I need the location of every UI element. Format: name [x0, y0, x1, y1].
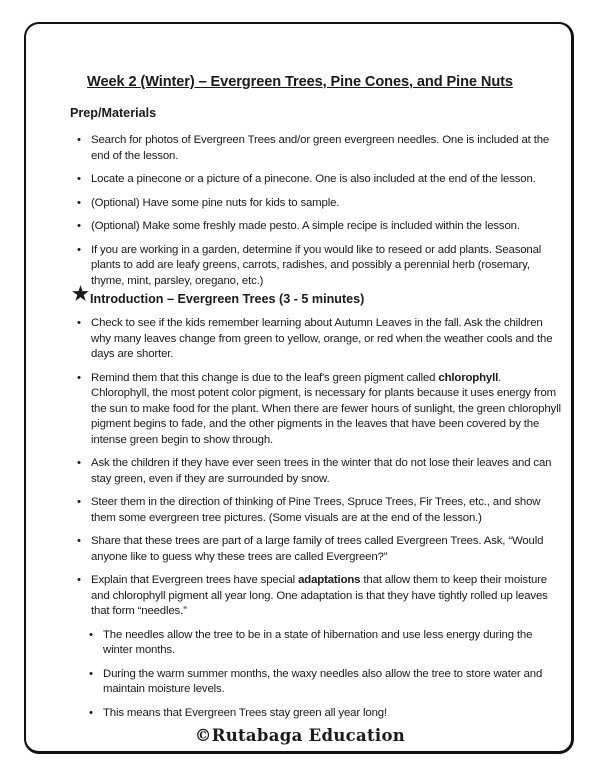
list-item: • (Optional) Have some pine nuts for kids to sample. [91, 196, 561, 212]
list-item [91, 371, 561, 449]
list-item: • Locate a pinecone or a picture of a pinecone. One is also included at the end of the lesson. [91, 172, 561, 188]
text: . Chlorophyll, the most potent color pigment, is necessary for plants because it uses energy from the sun to make food for the plant. When there are fewer hours of sunlight, the green chlorophyll pigment begins to fade, and the other pigments in the leaves that have been covered by the intense green begin to show through. [91, 371, 561, 446]
footer-copyright: ©Rutabaga Education [194, 726, 406, 745]
list-item: • Check to see if the kids remember learning about Autumn Leaves in the fall. Ask the children why many leaves change from green to yellow, orange, or red when the weather cools and the days are shorter. [91, 316, 561, 363]
list-item: • (Optional) Make some freshly made pesto. A simple recipe is included within the lesson. [91, 219, 561, 235]
text: Explain that Evergreen trees have special [91, 574, 299, 586]
list-item: • Steer them in the direction of thinking of Pine Trees, Spruce Trees, Fir Trees, etc., and show them some evergreen tree pictures. (Some visuals are at the end of the lesson.) [91, 495, 561, 526]
sub-list-item: • During the warm summer months, the waxy needles also allow the tree to store water and maintain moisture levels. [103, 667, 563, 698]
term-chlorophyll: chlorophyll [438, 371, 499, 384]
star-icon: ★ [72, 284, 90, 305]
sub-list [91, 628, 563, 722]
text: that allow them to keep their moisture and chlorophyll pigment all year long. One adaptation is that they have tightly rolled up leaves that form “needles.” [91, 574, 548, 617]
list-item: • Ask the children if they have ever seen trees in the winter that do not lose their leaves and can stay green, even if they are surrounded by snow. [91, 456, 561, 487]
list-item: • Share that these trees are part of a large family of trees called Evergreen Trees. Ask, “Would anyone like to guess why these trees are called Evergreen?” [91, 534, 561, 565]
intro-list [91, 316, 561, 729]
prep-heading: Prep/Materials [70, 106, 157, 120]
list-item: • If you are working in a garden, determine if you would like to reseed or add plants. Seasonal plants to add are leafy greens, carrots, radishes, and possibly a perennial herb (rosemary, thyme, mint, parsley, oregano, etc.) [91, 243, 561, 290]
intro-heading-row [72, 284, 365, 308]
prep-list [91, 133, 561, 297]
sub-list-item: • This means that Evergreen Trees stay green all year long! [103, 706, 563, 722]
list-item [91, 573, 561, 721]
intro-heading: Introduction – Evergreen Trees (3 - 5 minutes) [90, 291, 365, 306]
list-item: • Search for photos of Evergreen Trees and/or green evergreen needles. One is included at the end of the lesson. [91, 133, 561, 164]
term-adaptations: adaptations [298, 574, 361, 586]
text: Remind them that this change is due to the leaf's green pigment called [91, 371, 439, 384]
sub-list-item: • The needles allow the tree to be in a state of hibernation and use less energy during the winter months. [103, 628, 563, 659]
page-title: Week 2 (Winter) – Evergreen Trees, Pine Cones, and Pine Nuts [87, 74, 513, 90]
